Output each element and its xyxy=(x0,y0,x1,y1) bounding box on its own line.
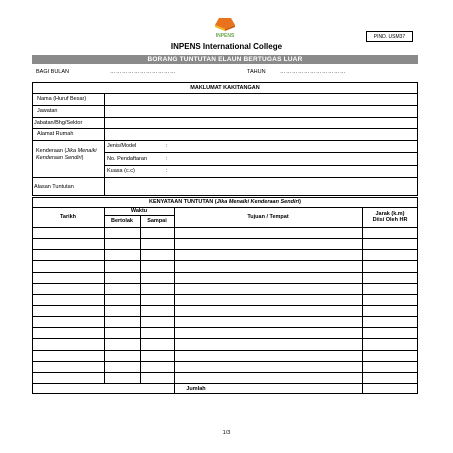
table-row[interactable] xyxy=(32,350,418,361)
vehicle-reg-label: No. Pendaftaran : xyxy=(107,155,168,162)
vehicle-label-note: Jika Menaiki Kenderaan Sendiri xyxy=(36,148,97,161)
reason-field[interactable] xyxy=(105,177,417,196)
position-field[interactable] xyxy=(105,105,417,117)
total-field[interactable] xyxy=(363,383,417,394)
name-label: Nama (Huruf Besar) xyxy=(37,96,87,102)
col-distance-header: Jarak (k.m) Diisi Oleh HR xyxy=(372,211,408,223)
table-row[interactable] xyxy=(32,238,418,249)
table-row[interactable] xyxy=(32,227,418,238)
college-name: INPENS International College xyxy=(170,42,283,51)
col-depart-header: Bertolak xyxy=(110,218,133,224)
col-date-header: Tarikh xyxy=(59,214,77,220)
table-row[interactable] xyxy=(32,260,418,271)
position-label: Jawatan xyxy=(37,108,58,114)
form-title: BORANG TUNTUTAN ELAUN BERTUGAS LUAR xyxy=(32,55,418,64)
table-row[interactable] xyxy=(32,272,418,283)
table-row[interactable] xyxy=(32,283,418,294)
claims-title: KENYATAAN TUNTUTAN ( Jika Menaiki Kenderaan Sendiri ) xyxy=(148,199,301,205)
page-number: 1/3 xyxy=(222,430,231,436)
vehicle-label-text: Kenderaan ( xyxy=(36,148,67,154)
table-row[interactable] xyxy=(32,249,418,260)
table-row[interactable] xyxy=(32,316,418,327)
name-field[interactable] xyxy=(105,93,417,105)
table-row[interactable] xyxy=(32,294,418,305)
vehicle-label xyxy=(36,140,104,177)
month-label: BAGI BULAN xyxy=(36,69,70,75)
vehicle-label-close: ) xyxy=(81,155,84,161)
col-arrive-header: Sampai xyxy=(147,218,167,224)
form-reference-code: PIND. USM37 xyxy=(366,31,413,42)
address-label: Alamat Rumah xyxy=(37,131,74,137)
department-label: Jabatan/Bhg/Sektor xyxy=(34,119,83,126)
year-label: TAHUN xyxy=(247,69,266,75)
total-label: Jumlah xyxy=(186,385,206,392)
month-field[interactable]: …………………………… xyxy=(110,69,176,75)
vehicle-cc-label: Kuasa (c.c) : xyxy=(107,168,168,174)
staff-info-title: MAKLUMAT KAKITANGAN xyxy=(190,84,260,91)
address-field[interactable] xyxy=(105,128,417,140)
table-row-divider xyxy=(32,383,418,384)
reason-label: Alasan Tuntutan xyxy=(34,183,74,190)
table-row[interactable] xyxy=(32,372,418,383)
table-row[interactable] xyxy=(32,338,418,349)
table-row[interactable] xyxy=(32,361,418,372)
college-logo xyxy=(212,16,238,38)
col-purpose-header: Tujuan / Tempat xyxy=(247,214,289,220)
table-row[interactable] xyxy=(32,305,418,316)
vehicle-type-label: Jenis/Model : xyxy=(107,143,168,149)
year-field[interactable]: …………………………… xyxy=(280,69,346,75)
logo-text: INPENS xyxy=(215,33,235,38)
col-time-header: Waktu xyxy=(130,208,148,214)
table-row[interactable] xyxy=(32,327,418,338)
department-field[interactable] xyxy=(105,117,417,128)
